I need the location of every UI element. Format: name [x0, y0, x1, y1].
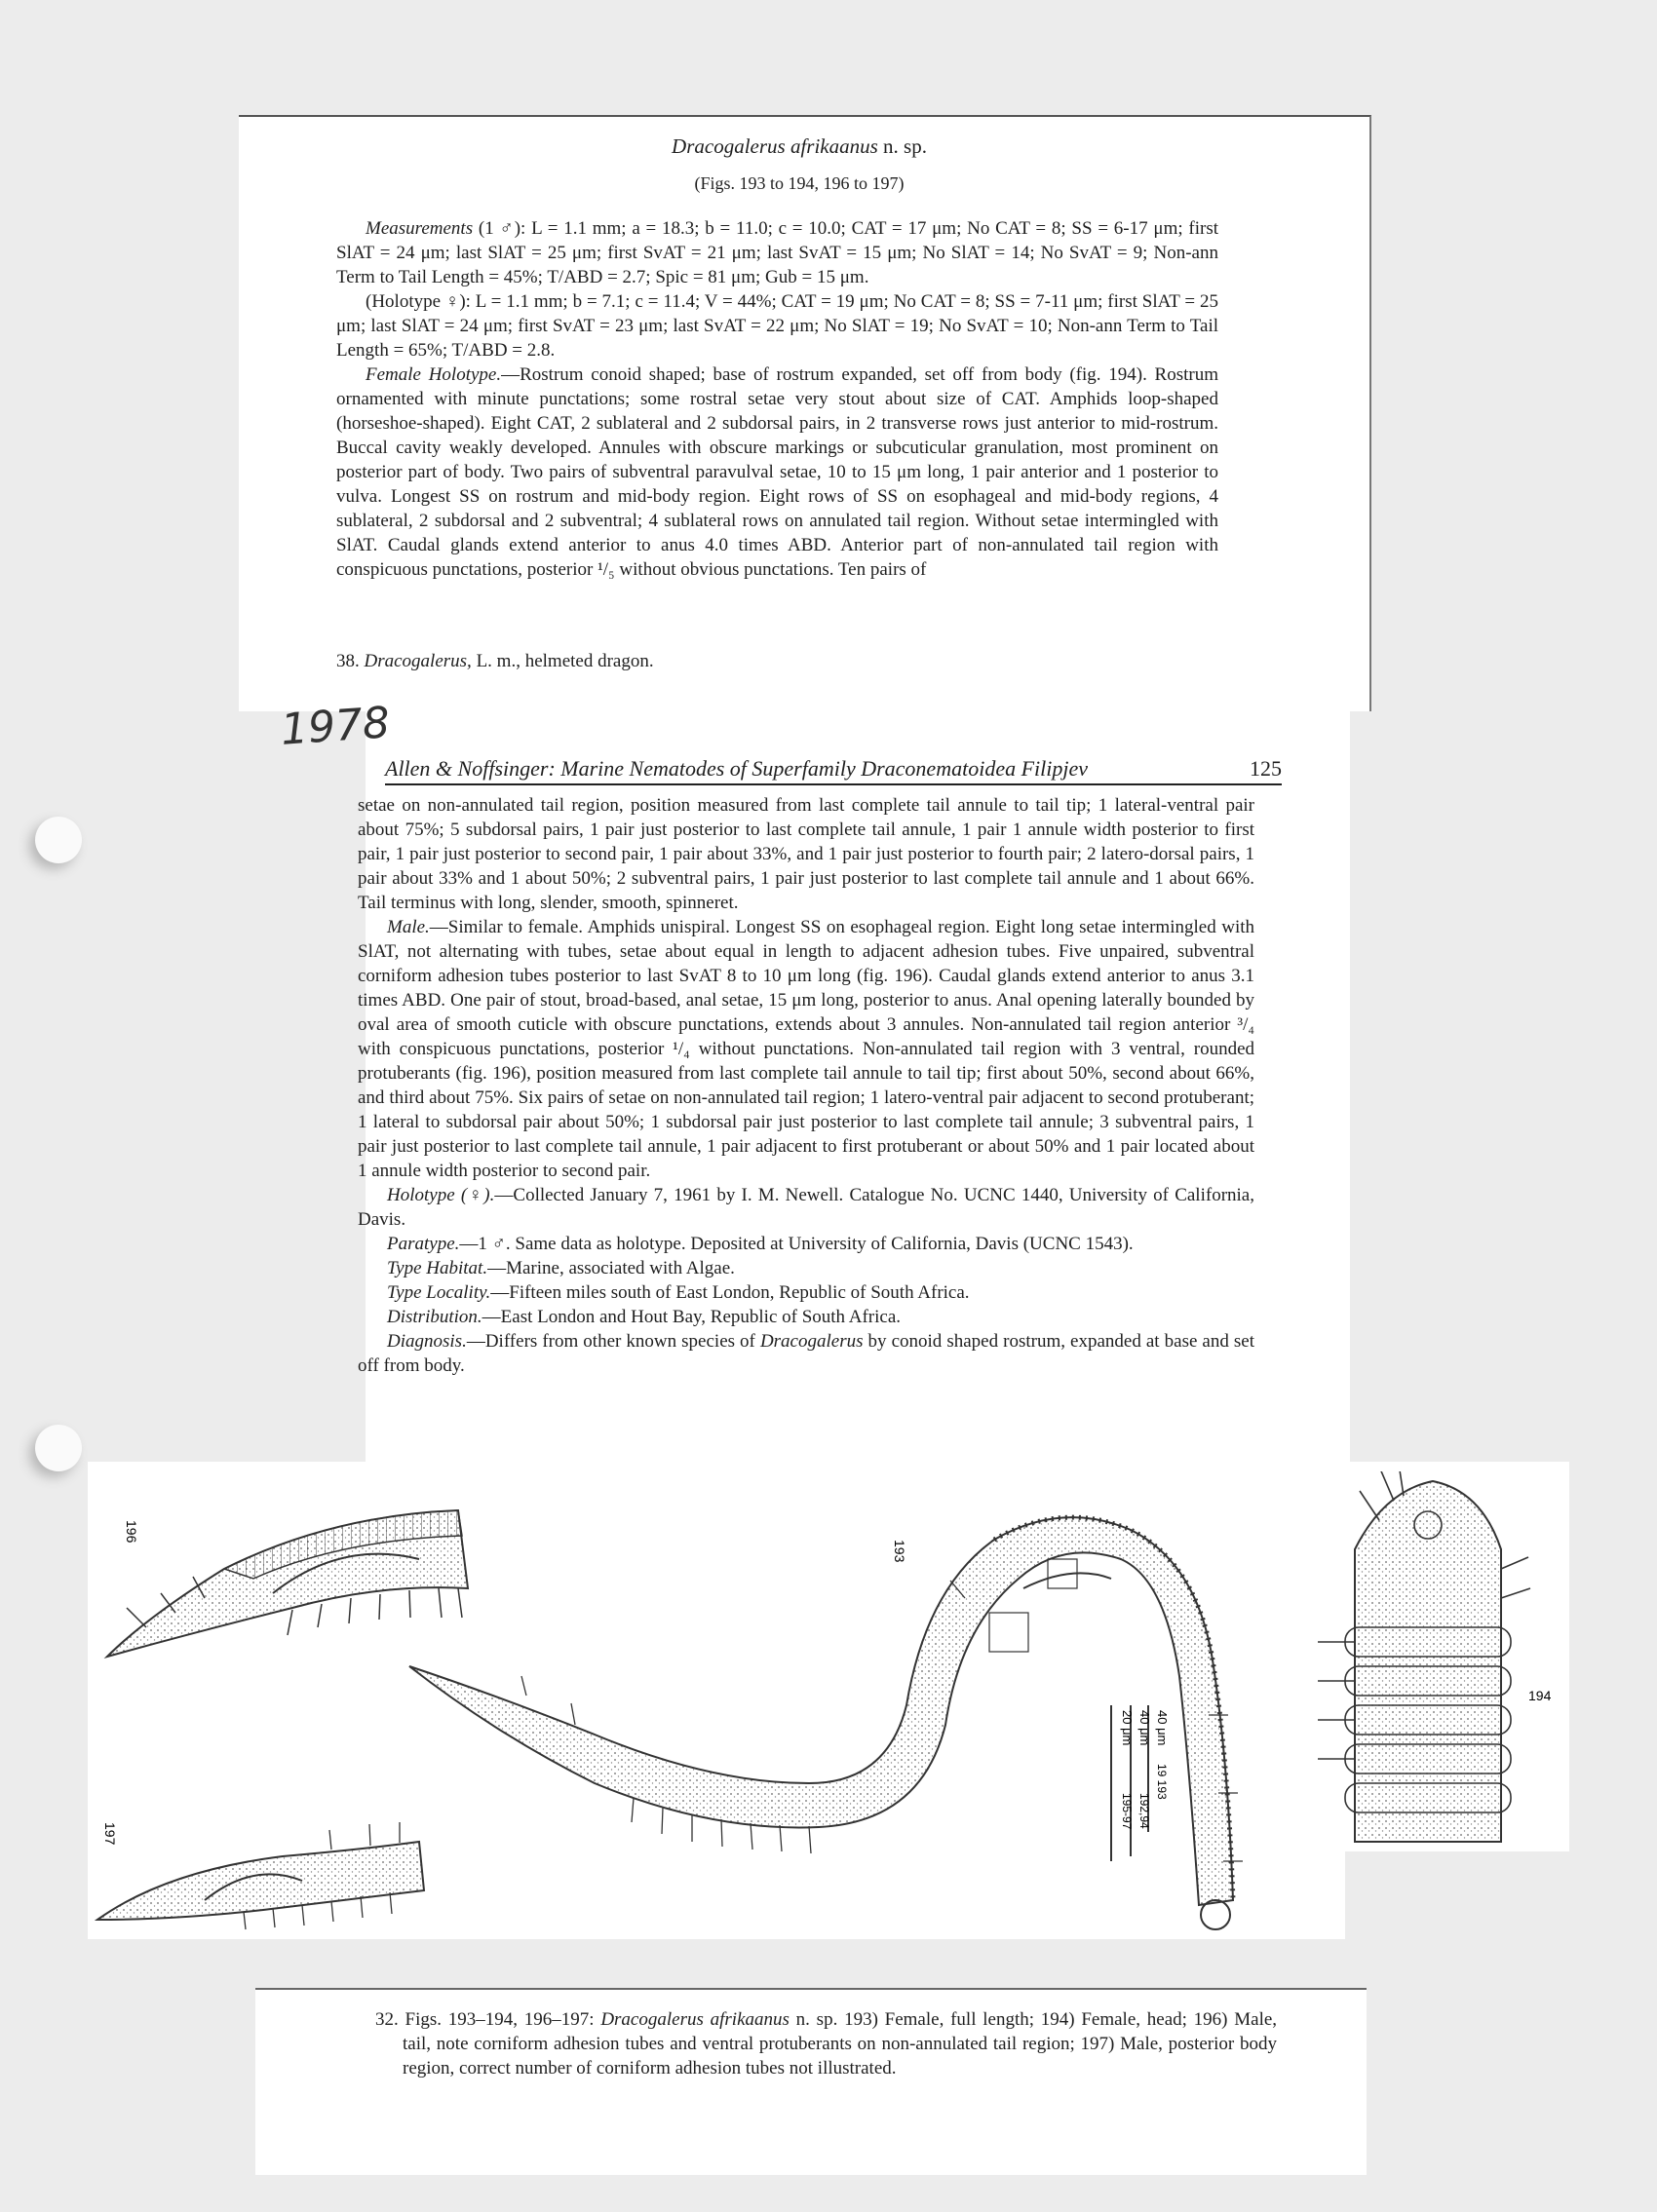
setae-continuation: setae on non-annulated tail region, position measured from last complete tail annule to tail tip; 1 lateral-ventral pair about 75%; 5 subdorsal pairs, 1 pair just posterior to last complete tail annule, 1 pair 1 annule width posterior to first pair, 1 pair just posterior to second pair, 1 pair about 33%, and 1 pair just posterior to fourth pair; 2 latero-dorsal pairs, 1 pair about 33% and 1 about 50%; 2 subventral pairs, 1 pair just posterior to last complete tail annule and 1 about 66%. Tail terminus with long, slender, smooth, spinneret. — [358, 795, 1254, 913]
paratype-label: Paratype. — [387, 1234, 460, 1254]
scale-bars — [1111, 1705, 1170, 1861]
holotype-text: —Collected January 7, 1961 by I. M. Newell. Catalogue No. UCNC 1440, University of California, Davis. — [358, 1185, 1254, 1230]
male-text: —Similar to female. Amphids unispiral. Longest SS on esophageal region. Eight long setae intermingled with SlAT, not alternating with tubes, setae about equal in length to adjacent adhesion tubes. Five unpaired, subventral corniform adhesion tubes posterior to last SvAT 8 to 10 μm long (fig. 196). Caudal glands extend anterior to anus 3.1 times ABD. One pair of stout, broad-based, anal setae, 15 μm long, posterior to anus. Anal opening laterally bounded by oval area of smooth cuticle with obscure punctations, extends about 3 annules. Non-annulated tail region anterior ³/₄ with conspicuous punctations, posterior ¹/₄ without punctations. Non-annulated tail region with 3 ventral, rounded protuberants (fig. 196), position measured from last complete tail annule to tail tip; first about 50%, second about 66%, and third about 75%. Six pairs of setae on non-annulated tail region; 1 latero-ventral pair adjacent to second protuberant; 1 lateral to subdorsal pair about 50%; 1 subdorsal pair just posterior to last complete tail annule; 3 subventral pairs, 1 pair just posterior to last complete tail annule, 1 pair adjacent to first protuberant or about 50% and 1 pair located about 1 annule width posterior to second pair. — [358, 917, 1254, 1181]
habitat-text: —Marine, associated with Algae. — [487, 1258, 735, 1278]
fig-193-female-full — [409, 1517, 1243, 1929]
lower-body-text — [358, 793, 1254, 1378]
figure-plate — [88, 1471, 1569, 1939]
figs-reference — [336, 172, 1262, 196]
distribution-label: Distribution. — [387, 1307, 482, 1327]
fig-196-label: 196 — [124, 1520, 139, 1544]
diagnosis-paragraph — [358, 1329, 1254, 1378]
habitat-label: Type Habitat. — [387, 1258, 488, 1278]
paratype-text: —1 ♂. Same data as holotype. Deposited at University of California, Davis (UCNC 1543). — [459, 1234, 1134, 1254]
distribution-text: —East London and Hout Bay, Republic of South Africa. — [482, 1307, 902, 1327]
figure-caption — [375, 2007, 1277, 2080]
scale-1-label: 40 μm — [1155, 1710, 1170, 1746]
caption-genus: Dracogalerus afrikaanus — [600, 2009, 790, 2030]
measurements-male-paragraph — [336, 216, 1218, 289]
footnote-genus: Dracogalerus, — [364, 651, 472, 671]
diagnosis-genus: Dracogalerus — [759, 1331, 864, 1352]
species-title — [336, 134, 1262, 159]
female-holotype-paragraph — [336, 362, 1218, 582]
locality-label: Type Locality. — [387, 1282, 491, 1303]
measurements-holotype: (Holotype ♀): L = 1.1 mm; b = 7.1; c = 11.4; V = 44%; CAT = 19 μm; No CAT = 8; SS = 7-11 μm; first SlAT = 25 μm; last SlAT = 24 μm; first SvAT = 23 μm; last SvAT = 22 μm; No SlAT = 19; No SvAT = 10; Non-ann Term to Tail Length = 65%; T/ABD = 2.8. — [336, 291, 1218, 361]
punch-hole-bottom — [35, 1425, 82, 1471]
scale-3-ref: 195-97 — [1120, 1793, 1134, 1830]
fig-194-female-head — [1318, 1471, 1530, 1842]
locality-paragraph — [358, 1280, 1254, 1305]
handwritten-year: 1978 — [279, 698, 392, 755]
page-number: 125 — [1250, 756, 1282, 781]
fig-196-male-tail — [107, 1510, 468, 1657]
scale-2-label: 40 μm — [1137, 1710, 1152, 1746]
footnote — [336, 649, 1218, 673]
scale-2-ref: 192,94 — [1137, 1793, 1151, 1829]
running-head — [385, 756, 1282, 785]
male-label: Male. — [387, 917, 430, 937]
fig-197-male-posterior — [97, 1822, 424, 1929]
new-species-mark: n. sp. — [883, 134, 927, 158]
fig-194-label: 194 — [1528, 1688, 1552, 1703]
male-paragraph — [358, 915, 1254, 1183]
fig-193-label: 193 — [892, 1540, 907, 1563]
diagnosis-text-b: by conoid shaped rostrum, expanded at base and set off from body. — [358, 1331, 1255, 1376]
female-text: —Rostrum conoid shaped; base of rostrum expanded, set off from body (fig. 194). Rostrum ornamented with minute punctations; some rostral setae very stout about size of CAT. Amphids loop-shaped (horseshoe-shaped). Eight CAT, 2 sublateral and 2 subdorsal pairs, in 2 transverse rows just anterior to mid-rostrum. Buccal cavity weakly developed. Annules with obscure markings or subcuticular granulation, most prominent on posterior part of body. Two pairs of subventral paravulval setae, 10 to 15 μm long, 1 pair anterior and 1 posterior to vulva. Longest SS on rostrum and mid-body region. Eight rows of SS on esophageal and mid-body regions, 4 sublateral, 2 subdorsal and 2 subventral; 4 sublateral rows on annulated tail region. Without setae intermingled with SlAT. Caudal glands extend anterior to anus 4.0 times ABD. Anterior part of non-annulated tail region with conspicuous punctations, posterior ¹/₅ without obvious punctations. Ten pairs of — [336, 364, 1218, 580]
measurements-label: Measurements — [366, 218, 474, 239]
fig-197-label: 197 — [102, 1822, 118, 1846]
paratype-paragraph — [358, 1232, 1254, 1256]
footnote-text: L. m., helmeted dragon. — [476, 651, 654, 671]
footnote-number: 38. — [336, 651, 360, 671]
scale-3-label: 20 μm — [1120, 1710, 1135, 1746]
nematode-drawings — [88, 1471, 1569, 1939]
punch-hole-top — [35, 817, 82, 863]
measurements-male: (1 ♂): L = 1.1 mm; a = 18.3; b = 11.0; c = 10.0; CAT = 17 μm; No CAT = 8; SS = 6-17 μm; first SlAT = 24 μm; last SlAT = 25 μm; first SvAT = 21 μm; last SvAT = 15 μm; No SlAT = 14; No SvAT = 9; Non-ann Term to Tail Length = 45%; T/ABD = 2.7; Spic = 81 μm; Gub = 15 μm. — [336, 218, 1218, 287]
caption-lead: 32. Figs. 193–194, 196–197: — [375, 2009, 595, 2030]
habitat-paragraph — [358, 1256, 1254, 1280]
caption-text: n. sp. 193) Female, full length; 194) Female, head; 196) Male, tail, note corniform adhesion tubes and ventral protuberants on non-annulated tail region; 197) Male, posterior body region, correct number of corniform adhesion tubes not illustrated. — [403, 2009, 1278, 2079]
distribution-paragraph — [358, 1305, 1254, 1329]
holotype-label: Holotype (♀). — [387, 1185, 495, 1205]
locality-text: —Fifteen miles south of East London, Republic of South Africa. — [490, 1282, 970, 1303]
holotype-paragraph — [358, 1183, 1254, 1232]
figs-line: (Figs. 193 to 194, 196 to 197) — [694, 173, 905, 193]
scale-1-ref: 19 193 — [1155, 1764, 1169, 1800]
upper-body-text — [336, 216, 1218, 582]
diagnosis-text-a: —Differs from other known species of — [466, 1331, 755, 1352]
female-label: Female Holotype. — [366, 364, 502, 385]
diagnosis-label: Diagnosis. — [387, 1331, 467, 1352]
running-head-text: Allen & Noffsinger: Marine Nematodes of Superfamily Draconematoidea Filipjev — [385, 756, 1088, 781]
species-name: Dracogalerus afrikaanus — [672, 134, 878, 158]
